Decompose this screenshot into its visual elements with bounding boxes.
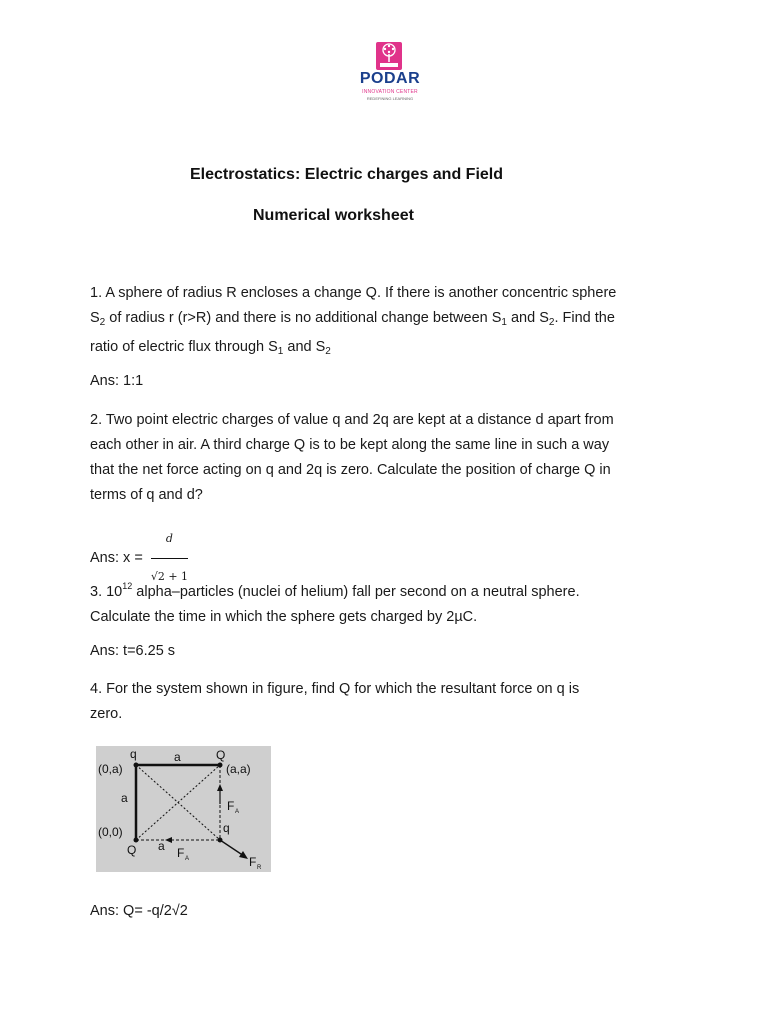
coord-top-left: (0,a) — [98, 762, 123, 776]
q2-line-4: terms of q and d? — [90, 487, 203, 503]
question-3 — [90, 574, 690, 630]
corner-top-right — [218, 763, 223, 768]
page-subtitle: Numerical worksheet — [253, 207, 414, 224]
q1-line-2: $S_2$ of radius r (r>R) and there is no additional change between $S_1$ and $S_2$. Find the — [90, 310, 615, 328]
fraction-numerator: d — [151, 522, 188, 559]
q4-line-1: 4. For the system shown in figure, find Q for which the resultant force on q is — [90, 681, 580, 697]
force-fa-right: F — [227, 799, 235, 813]
q2-line-1: 2. Two point electric charges of value q and 2q are kept at a distance d apart from — [90, 412, 614, 428]
q2-line-2: each other in air. A third charge Q is to be kept along the same line in such a way — [90, 437, 610, 453]
coord-bottom-left: (0,0) — [98, 825, 123, 839]
side-label-top: a — [174, 750, 181, 764]
q3-line-1: 3. $10^{12}$ alpha–particles (nuclei of helium) fall per second on a neutral sphere. — [90, 581, 580, 600]
fa-up-arrowhead — [217, 784, 223, 791]
logo-tree-icon — [376, 42, 402, 70]
coord-top-right: (a,a) — [226, 762, 251, 776]
q2-answer-prefix: Ans: x = — [90, 549, 143, 566]
q3-answer: Ans: t=6.25 s — [90, 643, 176, 659]
force-fr-sub: R — [257, 865, 262, 871]
corner-bottom-left — [134, 838, 139, 843]
q1-line-1: 1. A sphere of radius R encloses a change Q. If there is another concentric sphere — [90, 285, 617, 301]
fa-left-arrowhead — [165, 837, 172, 843]
page-title: Electrostatics: Electric charges and Field — [190, 166, 504, 183]
q4-line-2: zero. — [90, 706, 123, 722]
question-1 — [90, 281, 690, 364]
force-fa-right-sub: A — [235, 809, 240, 815]
q2-line-3: that the net force acting on q and 2q is zero. Calculate the position of charge Q in — [90, 462, 611, 478]
q1-line-3: ratio of electric flux through $S_1$ and $S_2$ — [90, 339, 331, 357]
charge-square-figure — [96, 746, 271, 872]
logo-subtitle: INNOVATION CENTER — [362, 89, 418, 95]
charge-bottom-left: Q — [127, 843, 137, 857]
side-label-left: a — [121, 791, 128, 805]
q1-answer: Ans: 1:1 — [90, 373, 144, 389]
logo-wordmark: PODAR — [359, 70, 421, 87]
question-4 — [90, 677, 690, 727]
force-fr: F — [249, 855, 257, 869]
corner-top-left — [134, 763, 139, 768]
question-2 — [90, 408, 690, 508]
q3-line-2: Calculate the time in which the sphere gets charged by 2µC. — [90, 609, 478, 625]
fraction-denominator: √2 + 1 — [150, 570, 189, 583]
q4-answer: Ans: Q= -q/2√2 — [90, 903, 188, 919]
fr-arrow — [220, 840, 244, 856]
charge-top-right: Q — [216, 748, 226, 762]
charge-top-left: q — [130, 747, 137, 761]
logo-tagline: REDEFINING LEARNING — [366, 96, 414, 101]
charge-right-side: q — [223, 821, 230, 835]
force-fa-bottom-sub: A — [185, 856, 190, 862]
fr-arrowhead — [239, 851, 248, 859]
force-fa-bottom: F — [177, 846, 185, 860]
podar-logo — [355, 42, 425, 104]
side-label-bottom: a — [158, 839, 165, 853]
